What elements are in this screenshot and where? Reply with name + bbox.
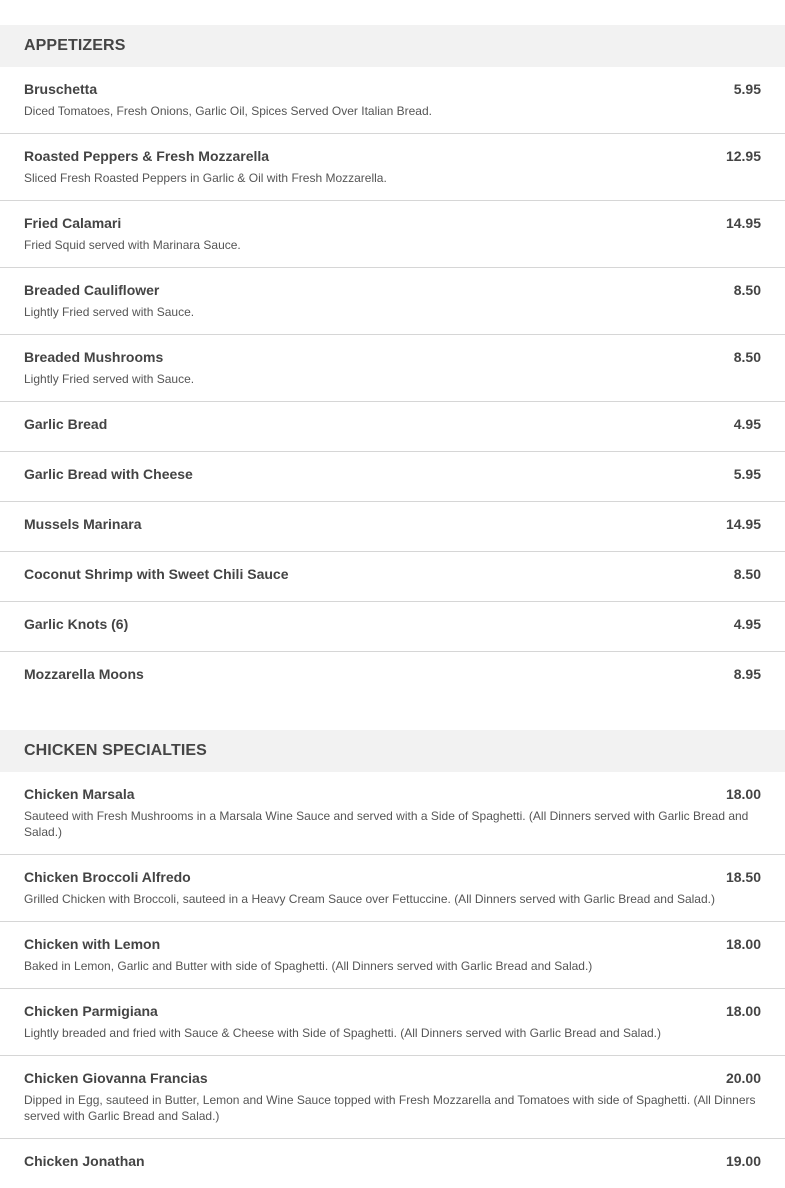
menu-item-price: 12.95 bbox=[725, 148, 761, 164]
menu-item-name: Breaded Cauliflower bbox=[24, 282, 160, 298]
menu-item[interactable] bbox=[0, 402, 785, 452]
menu-item-price: 18.00 bbox=[725, 936, 761, 952]
menu-item-name: Garlic Bread with Cheese bbox=[24, 466, 193, 482]
menu-item[interactable] bbox=[0, 1139, 785, 1188]
menu-item[interactable] bbox=[0, 855, 785, 922]
menu-item[interactable] bbox=[0, 335, 785, 402]
section-header bbox=[0, 25, 785, 67]
menu-item-price: 8.95 bbox=[733, 666, 761, 682]
menu-item[interactable] bbox=[0, 772, 785, 855]
menu-item-price: 18.50 bbox=[725, 869, 761, 885]
menu-item-price: 20.00 bbox=[725, 1070, 761, 1086]
menu-item-price: 18.00 bbox=[725, 786, 761, 802]
menu-item-name: Mozzarella Moons bbox=[24, 666, 144, 682]
menu-item-price: 14.95 bbox=[725, 215, 761, 231]
menu-item-name: Fried Calamari bbox=[24, 215, 122, 231]
menu-item[interactable] bbox=[0, 201, 785, 268]
menu-item-description: Baked in Lemon, Garlic and Butter with side of Spaghetti. (All Dinners served with Garlic Bread and Salad.) bbox=[24, 959, 593, 973]
menu-item-name: Chicken Marsala bbox=[24, 786, 135, 802]
section-chicken-specialties bbox=[0, 730, 785, 1188]
menu-item-description: Dipped in Egg, sauteed in Butter, Lemon and Wine Sauce topped with Fresh Mozzarella and Tomatoes with side of Spaghetti. (All Dinners served with Garlic Bread and Salad.) bbox=[24, 1093, 756, 1123]
menu-item-name: Bruschetta bbox=[24, 81, 98, 97]
section-title: APPETIZERS bbox=[24, 37, 126, 54]
menu-item-price: 8.50 bbox=[733, 566, 761, 582]
menu-item-description: Sauteed with Fresh Mushrooms in a Marsala Wine Sauce and served with a Side of Spaghetti. (All Dinners served with Garlic Bread and Salad.) bbox=[24, 809, 749, 839]
menu-item[interactable] bbox=[0, 652, 785, 701]
menu-item[interactable] bbox=[0, 552, 785, 602]
menu-item-description: Lightly breaded and fried with Sauce & Cheese with Side of Spaghetti. (All Dinners served with Garlic Bread and Salad.) bbox=[24, 1026, 662, 1040]
menu-item-price: 18.00 bbox=[725, 1003, 761, 1019]
menu-item-price: 5.95 bbox=[733, 466, 761, 482]
menu-item-price: 4.95 bbox=[733, 616, 761, 632]
menu-item[interactable] bbox=[0, 989, 785, 1056]
menu-item-price: 5.95 bbox=[733, 81, 761, 97]
menu-item-name: Coconut Shrimp with Sweet Chili Sauce bbox=[24, 566, 289, 582]
menu-item-name: Garlic Bread bbox=[24, 416, 108, 432]
menu-item-name: Chicken Broccoli Alfredo bbox=[24, 869, 191, 885]
menu-item[interactable] bbox=[0, 922, 785, 989]
menu-item[interactable] bbox=[0, 134, 785, 201]
menu-item-description: Lightly Fried served with Sauce. bbox=[24, 372, 195, 386]
menu-item-description: Diced Tomatoes, Fresh Onions, Garlic Oil, Spices Served Over Italian Bread. bbox=[24, 104, 432, 118]
menu-item-name: Chicken with Lemon bbox=[24, 936, 161, 952]
menu-item[interactable] bbox=[0, 268, 785, 335]
menu-item[interactable] bbox=[0, 452, 785, 502]
menu-item-price: 14.95 bbox=[725, 516, 761, 532]
menu-item-name: Chicken Giovanna Francias bbox=[24, 1070, 208, 1086]
menu-item-name: Garlic Knots (6) bbox=[24, 616, 129, 632]
menu-item-name: Mussels Marinara bbox=[24, 516, 142, 532]
section-header bbox=[0, 730, 785, 772]
menu-item-price: 8.50 bbox=[733, 349, 761, 365]
menu-item-price: 19.00 bbox=[725, 1153, 761, 1169]
section-title: CHICKEN SPECIALTIES bbox=[24, 742, 207, 759]
section-appetizers bbox=[0, 25, 785, 701]
menu-item[interactable] bbox=[0, 502, 785, 552]
menu-item-name: Chicken Jonathan bbox=[24, 1153, 145, 1169]
menu-item-description: Sliced Fresh Roasted Peppers in Garlic & Oil with Fresh Mozzarella. bbox=[24, 171, 387, 185]
menu-item-description: Fried Squid served with Marinara Sauce. bbox=[24, 238, 241, 252]
menu-item-name: Breaded Mushrooms bbox=[24, 349, 164, 365]
menu-item-name: Chicken Parmigiana bbox=[24, 1003, 158, 1019]
menu-item-name: Roasted Peppers & Fresh Mozzarella bbox=[24, 148, 270, 164]
menu-item-description: Grilled Chicken with Broccoli, sauteed in a Heavy Cream Sauce over Fettuccine. (All Dinners served with Garlic Bread and Salad.) bbox=[24, 892, 715, 906]
menu-item-price: 8.50 bbox=[733, 282, 761, 298]
menu-item-price: 4.95 bbox=[733, 416, 761, 432]
menu-item-description: Lightly Fried served with Sauce. bbox=[24, 305, 195, 319]
menu-item[interactable] bbox=[0, 602, 785, 652]
menu-item[interactable] bbox=[0, 67, 785, 134]
menu-item[interactable] bbox=[0, 1056, 785, 1139]
